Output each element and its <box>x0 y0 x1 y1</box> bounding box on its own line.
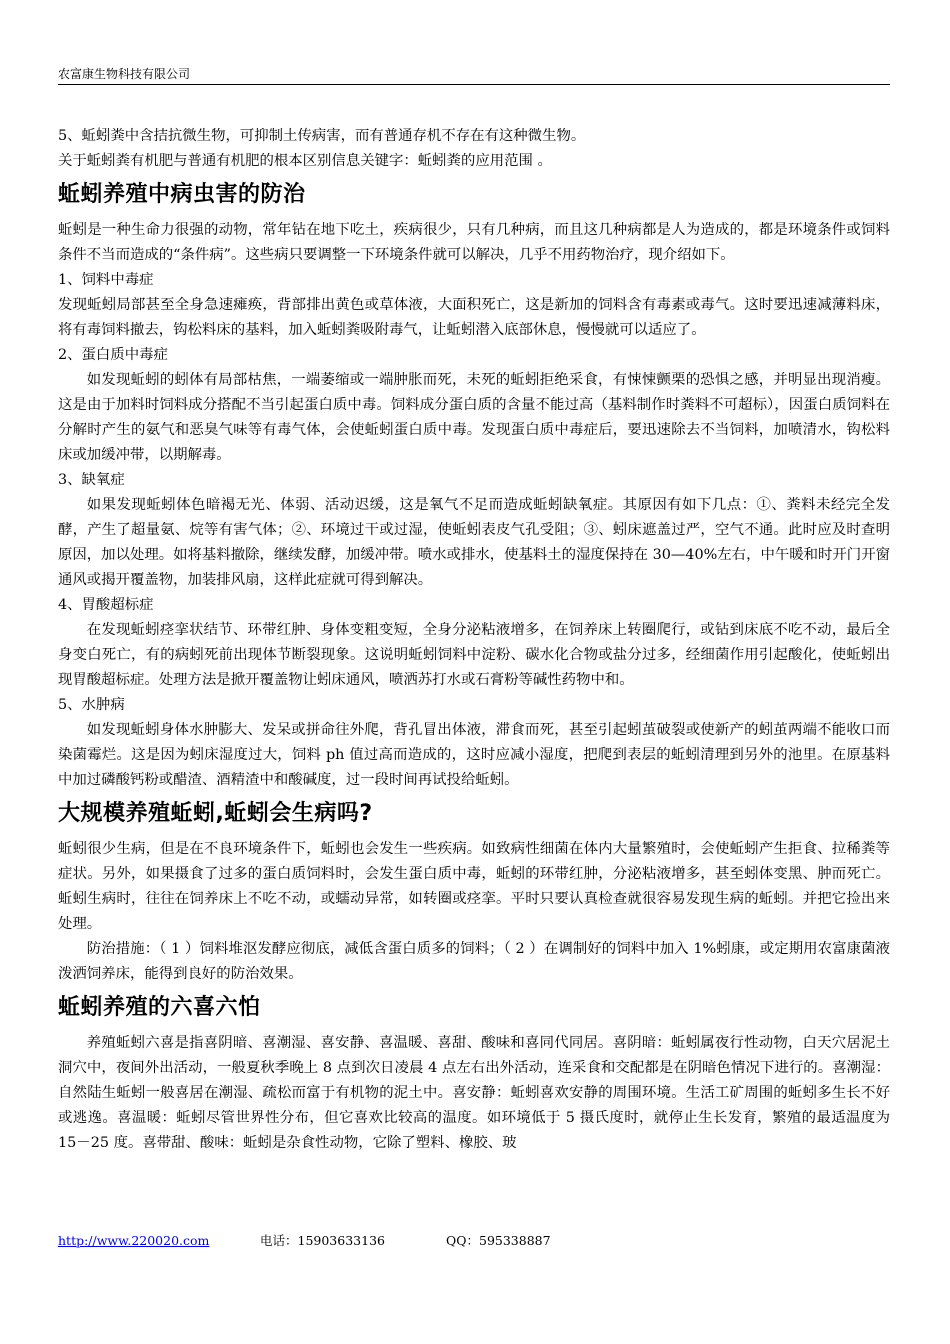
intro-line: 5、蚯蚓粪中含拮抗微生物，可抑制土传病害，而有普通存机不存在有这种微生物。 <box>58 128 586 144</box>
page-footer <box>58 1233 890 1249</box>
section-paragraph: 养殖蚯蚓六喜是指喜阴暗、喜潮湿、喜安静、喜温暖、喜甜、酸味和喜同代同居。喜阴暗：蚯蚓属夜行性动物，白天穴居泥土洞穴中，夜间外出活动，一般夏秋季晚上 8 点到次日凌晨 4 点左右出外活动，连采食和交配都是在阴暗色情况下进行的。喜潮湿：自然陆生蚯蚓一般喜居在潮湿、疏松而富于有机物的泥土中。喜安静：蚯蚓喜欢安静的周围环境。生活工矿周围的蚯蚓多生长不好或逃逸。喜温暖：蚯蚓尽管世界性分布，但它喜欢比较高的温度。如环境低于 5 摄氏度时，就停止生长发育，繁殖的最适温度为 15－25 度。喜带甜、酸味：蚯蚓是杂食性动物，它除了塑料、橡胶、玻 <box>58 1035 890 1151</box>
section-title: 蚯蚓养殖中病虫害的防治 <box>58 182 306 207</box>
section-title: 蚯蚓养殖的六喜六怕 <box>58 995 261 1020</box>
company-name: 农富康生物科技有限公司 <box>58 67 191 81</box>
item-heading: 4、胃酸超标症 <box>58 597 154 613</box>
item-body: 发现蚯蚓局部甚至全身急速瘫痪，背部排出黄色或草体液，大面积死亡，这是新加的饲料含有毒素或毒气。这时要迅速减薄料床，将有毒饲料撤去，钩松料床的基料，加入蚯蚓粪吸附毒气，让蚯蚓潜入底部休息，慢慢就可以适应了。 <box>58 297 890 338</box>
section-paragraph: 防治措施：（ 1 ）饲料堆沤发酵应彻底，减低含蛋白质多的饲料；（ 2 ）在调制好的饲料中加入 1%蚓康，或定期用农富康菌液泼洒饲养床，能得到良好的防治效果。 <box>58 941 890 982</box>
page-header <box>58 66 890 85</box>
item-body: 如发现蚯蚓的蚓体有局部枯焦，一端萎缩或一端肿胀而死，未死的蚯蚓拒绝采食，有悚悚颤栗的恐惧之感，并明显出现消瘦。这是由于加料时饲料成分搭配不当引起蛋白质中毒。饲料成分蛋白质的含量不能过高（基料制作时粪料不可超标），因蛋白质饲料在分解时产生的氨气和恶臭气味等有毒气体，会使蚯蚓蛋白质中毒。发现蛋白质中毒症后，要迅速除去不当饲料，加喷清水，钩松料床或加缓冲带，以期解毒。 <box>58 372 890 463</box>
website-link[interactable]: http://www.220020.com <box>58 1233 210 1248</box>
intro-line: 关于蚯蚓粪有机肥与普通有机肥的根本区别信息关键字：蚯蚓粪的应用范围 。 <box>58 153 552 169</box>
item-body: 在发现蚯蚓痉挛状结节、环带红肿、身体变粗变短，全身分泌粘液增多，在饲养床上转圈爬行，或钻到床底不吃不动，最后全身变白死亡，有的病蚓死前出现体节断裂现象。这说明蚯蚓饲料中淀粉、碳水化合物或盐分过多，经细菌作用引起酸化，使蚯蚓出现胃酸超标症。处理方法是掀开覆盖物让蚓床通风，喷洒苏打水或石膏粉等碱性药物中和。 <box>58 622 890 688</box>
phone-number: 电话：15903633136 <box>260 1233 385 1248</box>
section-lead: 蚯蚓是一种生命力很强的动物，常年钻在地下吃土，疾病很少，只有几种病，而且这几种病都是人为造成的，都是环境条件或饲料条件不当而造成的“条件病”。这些病只要调整一下环境条件就可以解决，几乎不用药物治疗，现介绍如下。 <box>58 222 890 263</box>
item-heading: 1、饲料中毒症 <box>58 272 154 288</box>
item-heading: 5、水肿病 <box>58 697 125 713</box>
item-body: 如果发现蚯蚓体色暗褐无光、体弱、活动迟缓，这是氧气不足而造成蚯蚓缺氧症。其原因有如下几点：①、粪料未经完全发酵，产生了超量氨、烷等有害气体；②、环境过干或过湿，使蚯蚓表皮气孔受阻；③、蚓床遮盖过严，空气不通。此时应及时查明原因，加以处理。如将基料撤除，继续发酵，加缓冲带。喷水或排水，使基料土的湿度保持在 30—40%左右，中午暖和时开门开窗通风或揭开覆盖物，加装排风扇，这样此症就可得到解决。 <box>58 497 890 588</box>
qq-number: QQ：595338887 <box>446 1233 551 1248</box>
item-body: 如发现蚯蚓身体水肿膨大、发呆或拼命往外爬，背孔冒出体液，滞食而死，甚至引起蚓茧破裂或使新产的蚓茧两端不能收口而染菌霉烂。这是因为蚓床湿度过大，饲料 ph 值过高而造成的，这时应减小湿度，把爬到表层的蚯蚓清理到另外的池里。在原基料中加过磷酸钙粉或醋渣、酒精渣中和酸碱度，过一段时间再试投给蚯蚓。 <box>58 722 890 788</box>
section-paragraph: 蚯蚓很少生病，但是在不良环境条件下，蚯蚓也会发生一些疾病。如致病性细菌在体内大量繁殖时，会使蚯蚓产生拒食、拉稀粪等症状。另外，如果摄食了过多的蛋白质饲料时，会发生蛋白质中毒，蚯蚓的环带红肿，分泌粘液增多，甚至蚓体变黑、肿而死亡。蚯蚓生病时，往往在饲养床上不吃不动，或蠕动异常，如转圈或痉挛。平时只要认真检查就很容易发现生病的蚯蚓。并把它捡出来处理。 <box>58 841 890 932</box>
section-title: 大规模养殖蚯蚓,蚯蚓会生病吗? <box>58 801 373 826</box>
document-body <box>58 124 890 1156</box>
item-heading: 3、缺氧症 <box>58 472 125 488</box>
item-heading: 2、蛋白质中毒症 <box>58 347 168 363</box>
